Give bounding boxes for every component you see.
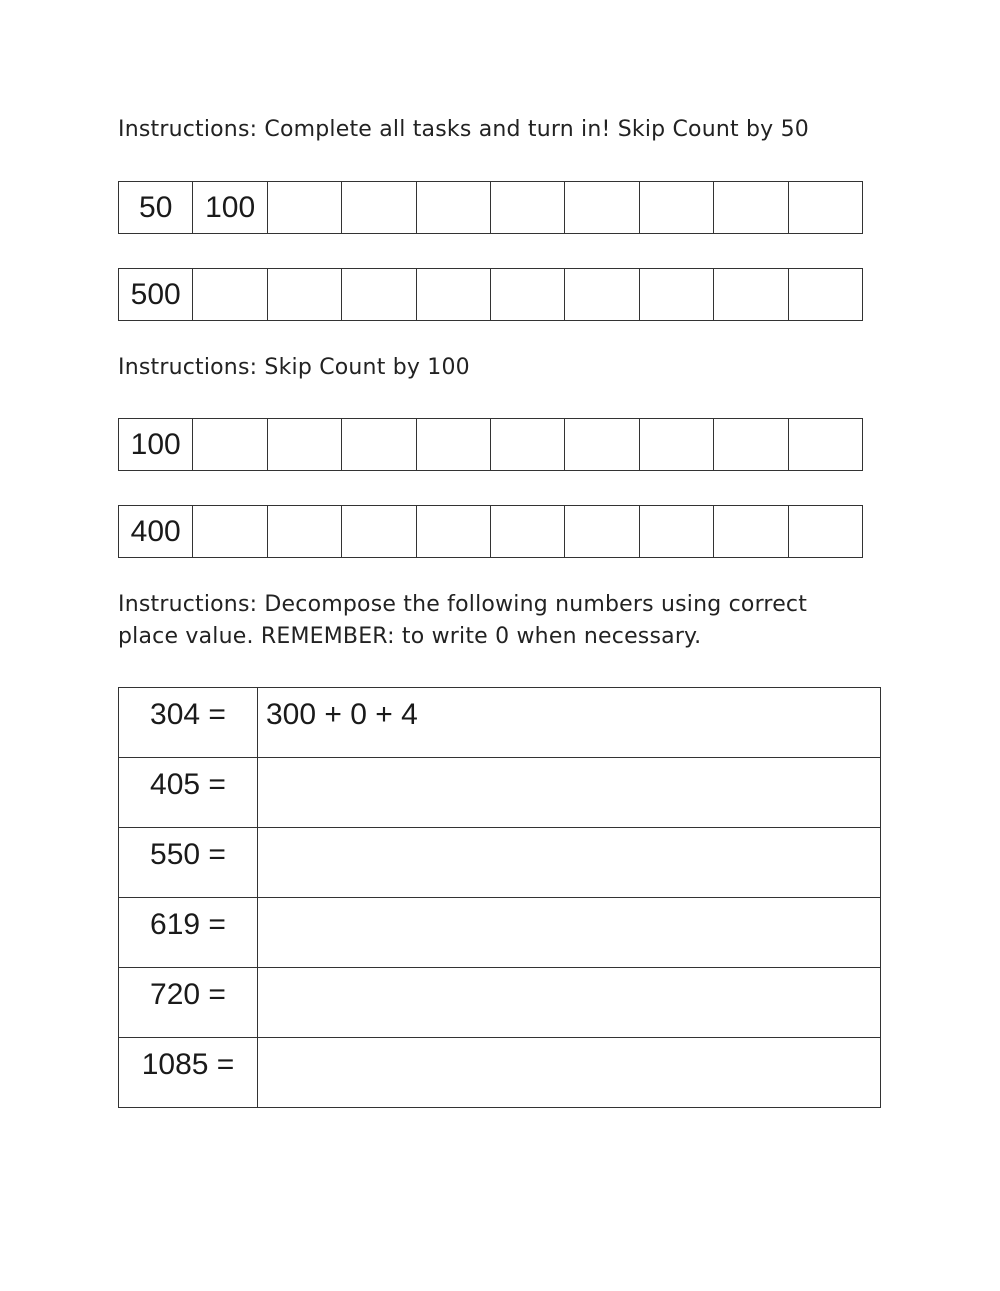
skip-count-blank-cell[interactable] — [416, 419, 490, 470]
decompose-number: 550 = — [119, 828, 258, 898]
skip-count-blank-cell[interactable] — [788, 182, 862, 233]
skip-count-blank-cell[interactable] — [490, 182, 564, 233]
decompose-number: 405 = — [119, 758, 258, 828]
instruction-decompose — [118, 589, 807, 653]
decompose-table — [118, 687, 881, 1108]
skip-count-blank-cell[interactable] — [416, 269, 490, 320]
skip-count-blank-cell[interactable] — [341, 506, 415, 557]
decompose-number: 720 = — [119, 968, 258, 1038]
skip-count-blank-cell[interactable] — [192, 506, 266, 557]
skip-count-blank-cell[interactable] — [192, 269, 266, 320]
decompose-answer-field[interactable] — [258, 968, 881, 1038]
skip-count-blank-cell[interactable] — [341, 182, 415, 233]
skip-count-blank-cell[interactable] — [639, 506, 713, 557]
skip-count-50-row-1 — [118, 181, 863, 234]
skip-count-blank-cell[interactable] — [639, 419, 713, 470]
skip-count-blank-cell[interactable] — [788, 506, 862, 557]
skip-count-blank-cell[interactable] — [788, 269, 862, 320]
instruction-decompose-line-1: Instructions: Decompose the following numbers using correct — [118, 592, 808, 617]
decompose-number: 304 = — [119, 688, 258, 758]
skip-count-blank-cell[interactable] — [564, 419, 638, 470]
skip-count-blank-cell[interactable] — [564, 182, 638, 233]
skip-count-blank-cell[interactable] — [416, 182, 490, 233]
decompose-number: 1085 = — [119, 1038, 258, 1108]
skip-count-blank-cell[interactable] — [267, 269, 341, 320]
decompose-row — [119, 898, 881, 968]
decompose-answer-field[interactable] — [258, 758, 881, 828]
instruction-skip-50: Instructions: Complete all tasks and turn in! Skip Count by 50 — [118, 117, 809, 142]
skip-count-value: 500 — [130, 277, 181, 311]
skip-count-blank-cell[interactable] — [341, 269, 415, 320]
skip-count-value: 50 — [139, 190, 173, 224]
skip-count-value: 100 — [130, 427, 181, 461]
skip-count-value: 400 — [130, 514, 181, 548]
instruction-skip-100: Instructions: Skip Count by 100 — [118, 355, 470, 380]
skip-count-blank-cell[interactable] — [639, 269, 713, 320]
decompose-answer-field[interactable] — [258, 898, 881, 968]
skip-count-50-row-2 — [118, 268, 863, 321]
skip-count-blank-cell[interactable] — [192, 419, 266, 470]
skip-count-value: 100 — [192, 182, 266, 233]
skip-count-blank-cell[interactable] — [564, 269, 638, 320]
skip-count-blank-cell[interactable] — [267, 506, 341, 557]
skip-count-blank-cell[interactable] — [341, 419, 415, 470]
skip-count-blank-cell[interactable] — [713, 269, 787, 320]
skip-count-blank-cell[interactable] — [267, 419, 341, 470]
skip-count-blank-cell[interactable] — [267, 182, 341, 233]
decompose-row — [119, 688, 881, 758]
skip-count-blank-cell[interactable] — [490, 506, 564, 557]
skip-count-blank-cell[interactable] — [490, 269, 564, 320]
instruction-decompose-line-2: place value. REMEMBER: to write 0 when necessary. — [118, 624, 702, 649]
skip-count-blank-cell[interactable] — [788, 419, 862, 470]
skip-count-blank-cell[interactable] — [713, 419, 787, 470]
decompose-answer-field[interactable] — [258, 828, 881, 898]
skip-count-blank-cell[interactable] — [416, 506, 490, 557]
skip-count-100-row-2 — [118, 505, 863, 558]
skip-count-blank-cell[interactable] — [490, 419, 564, 470]
decompose-answer-field[interactable]: 300 + 0 + 4 — [258, 688, 881, 758]
decompose-answer-field[interactable] — [258, 1038, 881, 1108]
skip-count-blank-cell[interactable] — [713, 506, 787, 557]
skip-count-blank-cell[interactable] — [639, 182, 713, 233]
skip-count-blank-cell[interactable] — [564, 506, 638, 557]
decompose-number: 619 = — [119, 898, 258, 968]
skip-count-blank-cell[interactable] — [713, 182, 787, 233]
decompose-row — [119, 968, 881, 1038]
decompose-row — [119, 1038, 881, 1108]
skip-count-100-row-1 — [118, 418, 863, 471]
decompose-row — [119, 758, 881, 828]
decompose-row — [119, 828, 881, 898]
